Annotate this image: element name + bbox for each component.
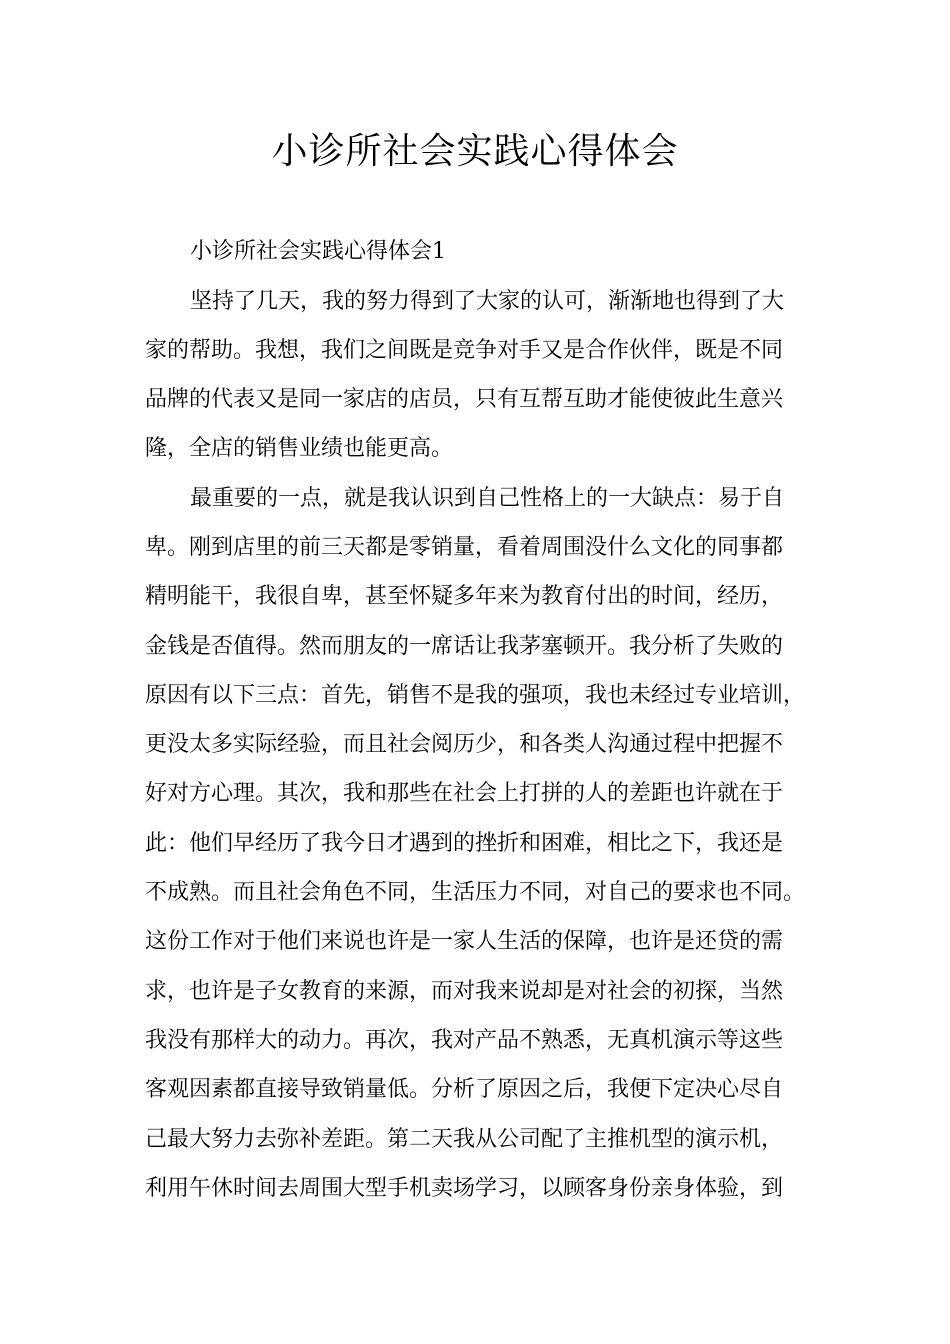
paragraph-line: 最重要的一点，就是我认识到自己性格上的一大缺点：易于自 <box>190 486 785 511</box>
paragraph-line: 此：他们早经历了我今日才遇到的挫折和困难，相比之下，我还是 <box>145 831 784 856</box>
paragraph-line: 客观因素都直接导致销量低。分析了原因之后，我便下定决心尽自 <box>145 1077 784 1102</box>
paragraph-line: 卑。刚到店里的前三天都是零销量，看着周围没什么文化的同事都 <box>145 535 784 560</box>
paragraph-line: 己最大努力去弥补差距。第二天我从公司配了主推机型的演示机， <box>145 1127 784 1152</box>
paragraph-line: 不成熟。而且社会角色不同，生活压力不同，对自己的要求也不同。 <box>145 880 806 905</box>
section-heading: 小诊所社会实践心得体会1 <box>190 239 446 264</box>
paragraph-line: 求，也许是子女教育的来源，而对我来说却是对社会的初探，当然 <box>145 979 784 1004</box>
paragraph-line: 利用午休时间去周围大型手机卖场学习，以顾客身份亲身体验，到 <box>145 1176 784 1201</box>
paragraph-line: 品牌的代表又是同一家店的店员，只有互帮互助才能使彼此生意兴 <box>145 387 784 412</box>
paragraph-line: 隆，全店的销售业绩也能更高。 <box>145 436 454 461</box>
paragraph-line: 我没有那样大的动力。再次，我对产品不熟悉，无真机演示等这些 <box>145 1028 784 1053</box>
paragraph-line: 金钱是否值得。然而朋友的一席话让我茅塞顿开。我分析了失败的 <box>145 634 784 659</box>
paragraph-line: 这份工作对于他们来说也许是一家人生活的保障，也许是还贷的需 <box>145 929 784 954</box>
paragraph-line: 家的帮助。我想，我们之间既是竞争对手又是合作伙伴，既是不同 <box>145 338 784 363</box>
paragraph-line: 精明能干，我很自卑，甚至怀疑多年来为教育付出的时间，经历， <box>145 584 784 609</box>
document-title: 小诊所社会实践心得体会 <box>271 131 679 172</box>
paragraph-line: 好对方心理。其次，我和那些在社会上打拼的人的差距也许就在于 <box>145 781 784 806</box>
paragraph-line: 坚持了几天，我的努力得到了大家的认可，渐渐地也得到了大 <box>190 289 785 314</box>
paragraph-line: 原因有以下三点：首先，销售不是我的强项，我也未经过专业培训， <box>145 683 806 708</box>
paragraph-line: 更没太多实际经验，而且社会阅历少，和各类人沟通过程中把握不 <box>145 732 784 757</box>
